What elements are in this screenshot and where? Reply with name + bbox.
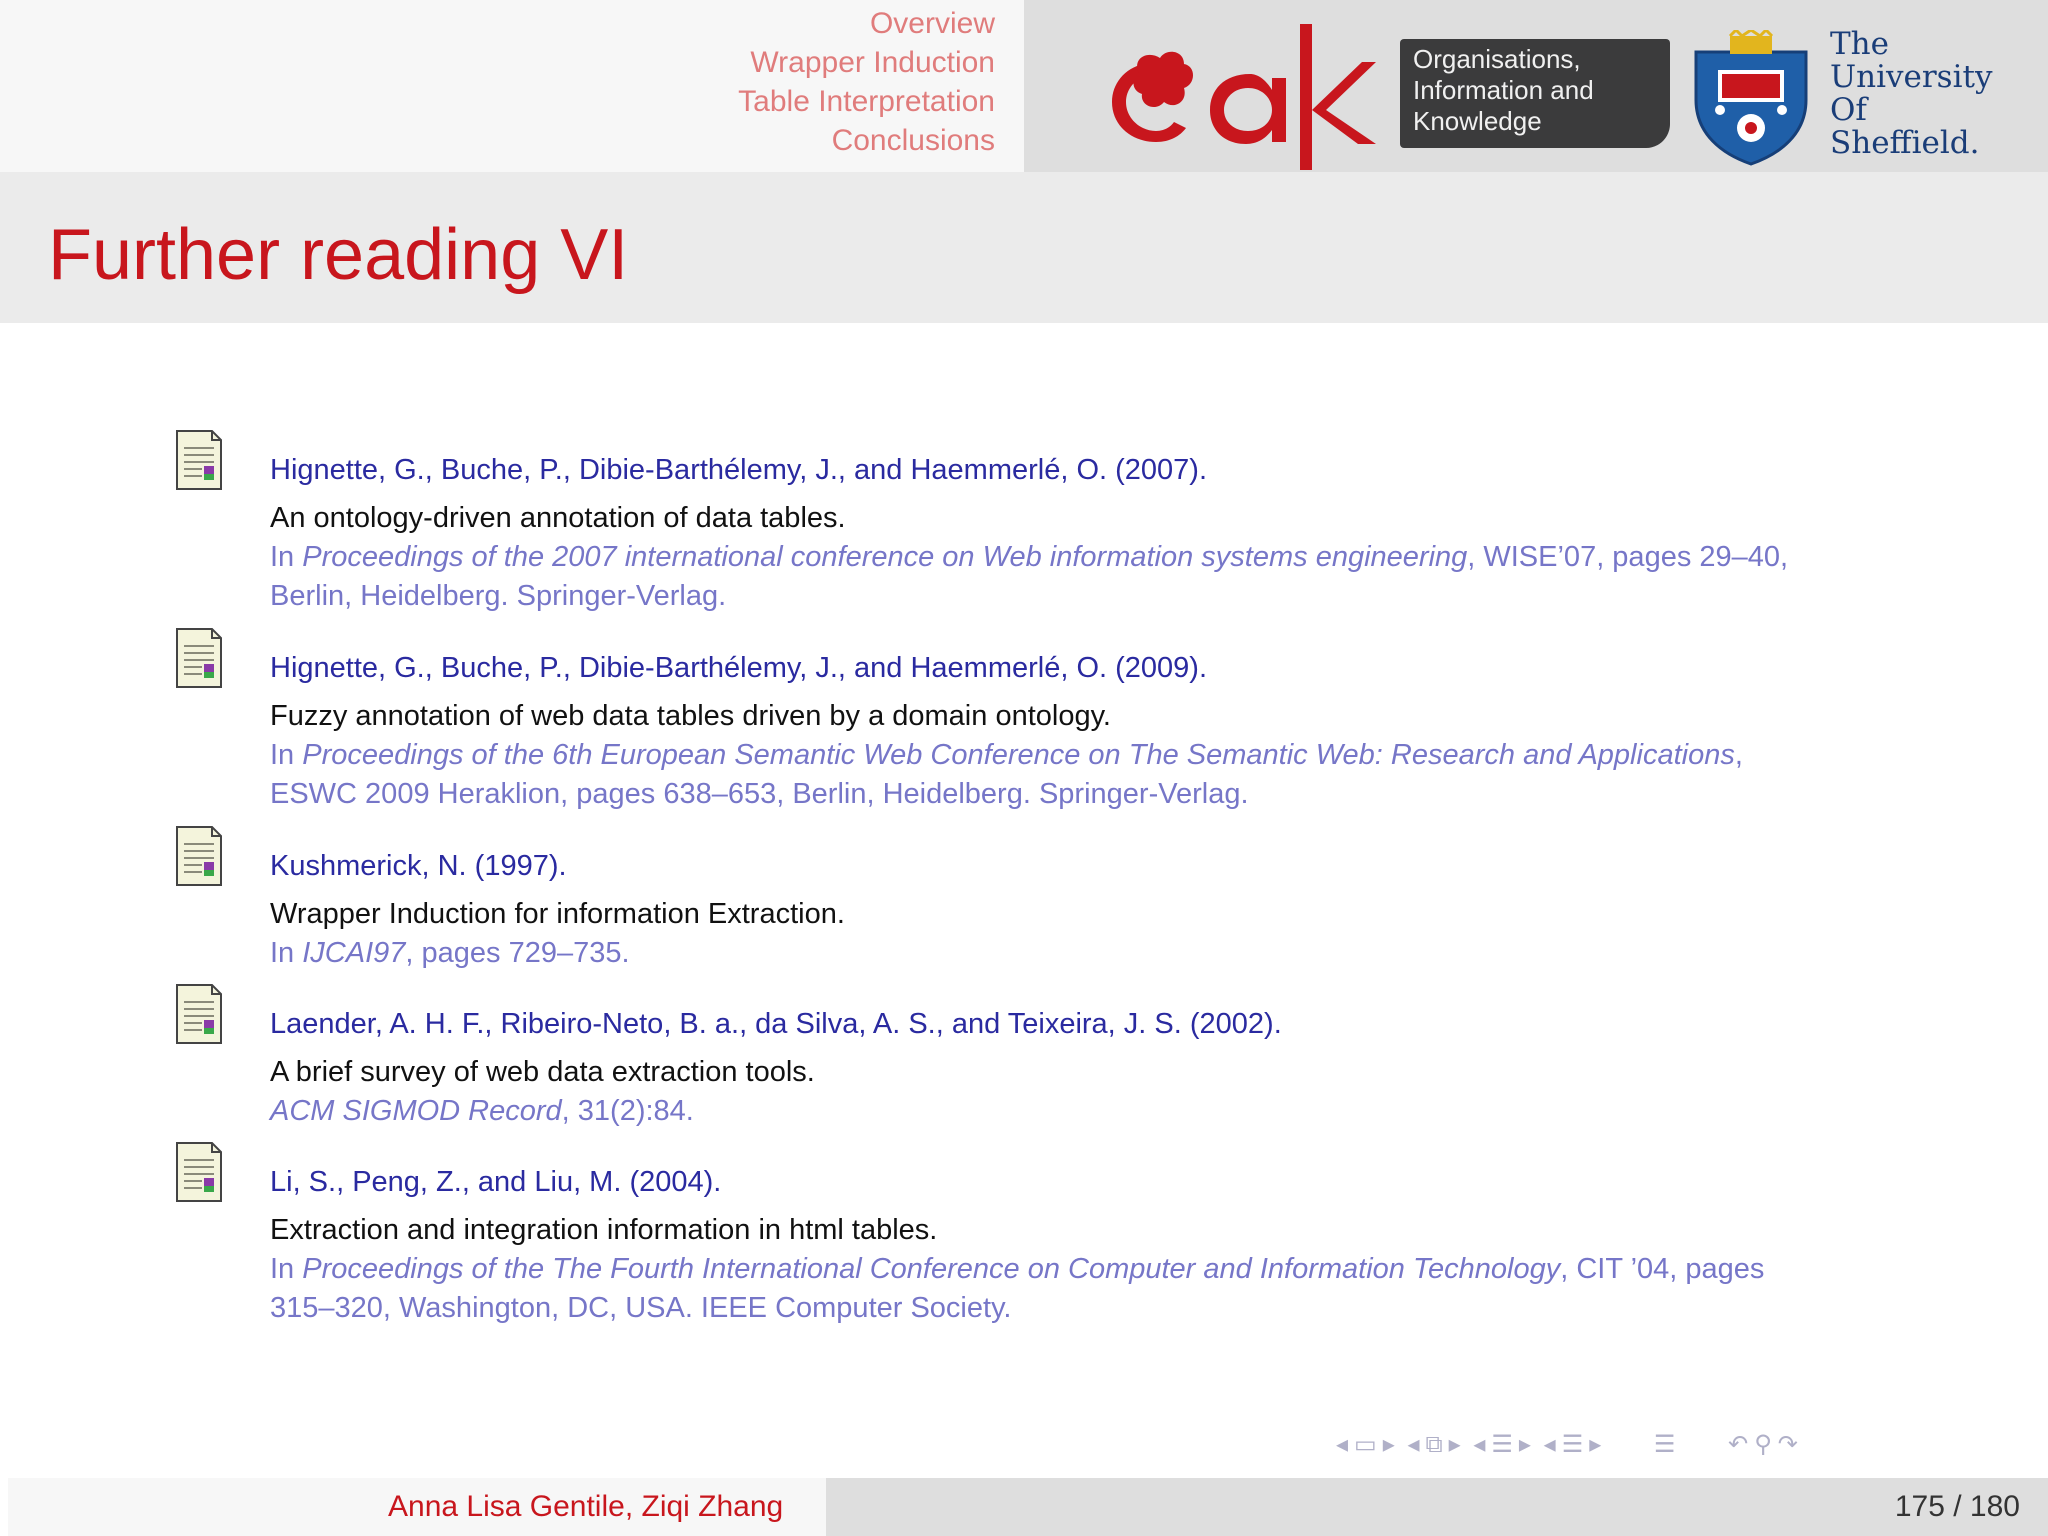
venue-prefix: 315–320, Washington, DC, USA. IEEE Computer Society. — [270, 1292, 1012, 1324]
university-crest — [1690, 30, 1812, 166]
venue-prefix: ESWC 2009 Heraklion, pages 638–653, Berlin, Heidelberg. Springer-Verlag. — [270, 778, 1249, 810]
reference-authors: Hignette, G., Buche, P., Dibie-Barthélemy, J., and Haemmerlé, O. (2007). — [270, 454, 1208, 486]
reference-venue-line — [270, 736, 1743, 775]
venue-prefix: In — [270, 1253, 303, 1285]
venue-suffix: , pages 729–735. — [405, 937, 630, 969]
reference-authors: Li, S., Peng, Z., and Liu, M. (2004). — [270, 1166, 722, 1198]
slide-title: Further reading VI — [48, 215, 629, 295]
university-line-4: Sheffield. — [1830, 125, 1980, 161]
document-icon — [174, 626, 224, 690]
venue-suffix: , 31(2):84. — [561, 1095, 694, 1127]
reference-title: Wrapper Induction for information Extraction. — [270, 898, 845, 930]
oik-logo — [1400, 39, 1670, 148]
reference-title: Fuzzy annotation of web data tables driven by a domain ontology. — [270, 700, 1111, 732]
oik-line-3: Knowledge — [1413, 106, 1542, 136]
oak-logo — [1100, 18, 1380, 170]
university-line-1: The — [1830, 26, 1889, 62]
undo-icon[interactable]: ↶ — [1728, 1431, 1749, 1458]
search-icon[interactable]: ⚲ — [1754, 1431, 1772, 1458]
reference-authors: Laender, A. H. F., Ribeiro-Neto, B. a., da Silva, A. S., and Teixeira, J. S. (2002). — [270, 1008, 1282, 1040]
reference-venue-line — [270, 1289, 1011, 1328]
document-icon — [174, 824, 224, 888]
reference-authors: Kushmerick, N. (1997). — [270, 850, 567, 882]
nav-item-overview[interactable]: Overview — [869, 7, 995, 40]
venue-prefix: In — [270, 541, 303, 573]
venue-prefix: In — [270, 739, 303, 771]
header-left-panel — [0, 0, 1024, 172]
reference-venue-line — [270, 775, 1249, 814]
section-icon[interactable]: ☰ — [1491, 1431, 1513, 1458]
venue-prefix: Berlin, Heidelberg. Springer-Verlag. — [270, 580, 727, 612]
subsection-icon[interactable]: ⧉ — [1425, 1431, 1443, 1458]
section-nav — [738, 4, 995, 160]
venue-name: Proceedings of the 6th European Semantic Web Conference on The Semantic Web: Research and Applications — [302, 739, 1735, 771]
slide-title-bar — [0, 172, 2048, 323]
nav-prev-doc-icon[interactable]: ◂ — [1543, 1431, 1556, 1458]
footer-authors: Anna Lisa Gentile, Ziqi Zhang — [388, 1490, 784, 1523]
document-icon — [174, 428, 224, 492]
document-icon — [174, 982, 224, 1046]
nav-item-conclusions[interactable]: Conclusions — [831, 124, 995, 157]
footer-left — [8, 1478, 826, 1536]
nav-prev-section-icon[interactable]: ◂ — [1473, 1431, 1486, 1458]
nav-prev-frame-icon[interactable]: ◂ — [1336, 1431, 1349, 1458]
nav-prev-subsection-icon[interactable]: ◂ — [1407, 1431, 1420, 1458]
venue-suffix: , WISE’07, pages 29–40, — [1467, 541, 1789, 573]
reference-title: Extraction and integration information in html tables. — [270, 1214, 938, 1246]
reference-title: A brief survey of web data extraction tools. — [270, 1056, 815, 1088]
venue-name: Proceedings of the 2007 international conference on Web information systems engineering — [302, 541, 1468, 573]
frame-icon[interactable]: ▭ — [1354, 1431, 1377, 1458]
reference-venue-line — [270, 577, 726, 616]
reference-venue-line — [270, 934, 630, 973]
university-line-2: University — [1830, 59, 1993, 95]
page-number: 175 / 180 — [1894, 1490, 2020, 1523]
nav-next-subsection-icon[interactable]: ▸ — [1448, 1431, 1461, 1458]
reference-venue-line — [270, 1092, 694, 1131]
venue-name: IJCAI97 — [302, 937, 406, 969]
venue-suffix: , — [1734, 739, 1743, 771]
nav-item-table-interpretation[interactable]: Table Interpretation — [738, 85, 995, 118]
reference-authors: Hignette, G., Buche, P., Dibie-Barthélemy, J., and Haemmerlé, O. (2009). — [270, 652, 1208, 684]
venue-name: ACM SIGMOD Record — [270, 1095, 562, 1127]
reference-title: An ontology-driven annotation of data tables. — [270, 502, 846, 534]
nav-item-wrapper-induction[interactable]: Wrapper Induction — [750, 46, 995, 79]
beamer-navigation — [1336, 1430, 1804, 1466]
venue-prefix: In — [270, 937, 303, 969]
document-nav-icon[interactable]: ☰ — [1561, 1431, 1584, 1458]
appendix-icon[interactable]: ☰ — [1653, 1431, 1676, 1458]
university-line-3: Of — [1830, 92, 1867, 128]
nav-next-doc-icon[interactable]: ▸ — [1589, 1431, 1602, 1458]
oik-line-2: Information and — [1413, 75, 1594, 105]
document-icon — [174, 1140, 224, 1204]
footer-right — [826, 1478, 2048, 1536]
oik-line-1: Organisations, — [1413, 44, 1581, 74]
venue-name: Proceedings of the The Fourth International Conference on Computer and Information Technology — [302, 1253, 1561, 1285]
nav-next-section-icon[interactable]: ▸ — [1518, 1431, 1531, 1458]
reference-venue-line — [270, 1250, 1764, 1289]
redo-icon[interactable]: ↷ — [1777, 1431, 1798, 1458]
nav-next-frame-icon[interactable]: ▸ — [1382, 1431, 1395, 1458]
venue-suffix: , CIT ’04, pages — [1560, 1253, 1765, 1285]
university-name — [1830, 28, 1992, 160]
reference-venue-line — [270, 538, 1788, 577]
